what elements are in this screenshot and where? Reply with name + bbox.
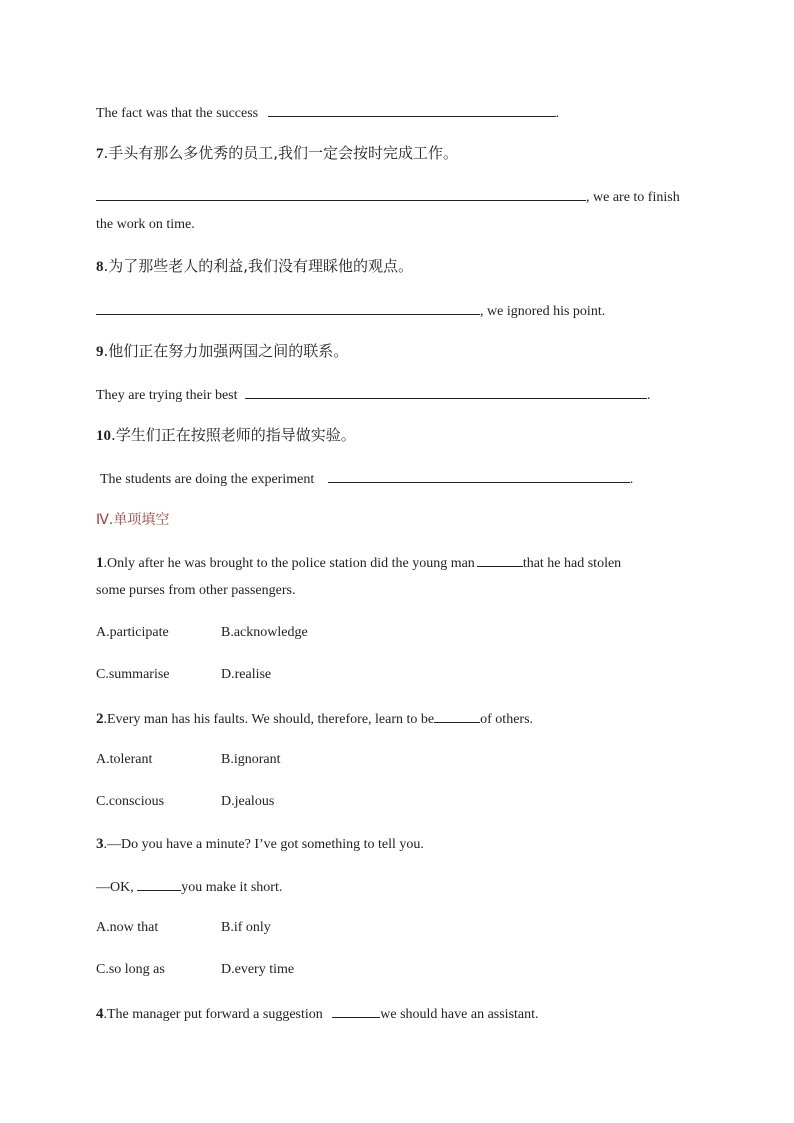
mc-question-1-continuation <box>96 581 295 601</box>
question-number: 8 <box>96 259 104 275</box>
option-b[interactable]: B.acknowledge <box>221 625 308 640</box>
translation-7-answer-line <box>96 186 680 208</box>
question-number: 10 <box>96 428 111 444</box>
question-number: 3 <box>96 836 104 852</box>
chinese-sentence: .手头有那么多优秀的员工,我们一定会按时完成工作。 <box>103 144 459 162</box>
option-c[interactable]: C.so long as <box>96 962 165 977</box>
question-number: 2 <box>96 711 104 727</box>
sentence-continuation: the work on time. <box>96 217 195 232</box>
option-a[interactable]: A.participate <box>96 625 169 640</box>
mc-question-1 <box>96 552 621 574</box>
answer-blank[interactable] <box>332 1003 380 1018</box>
dialogue-reply-tail: you make it short. <box>181 880 283 895</box>
option-d[interactable]: D.realise <box>221 667 272 682</box>
question-stem-tail: of others. <box>480 712 534 727</box>
sentence-tail: , we are to finish <box>586 190 680 205</box>
question-stem: .Every man has his faults. We should, therefore, learn to be <box>103 712 435 727</box>
question-stem: .Only after he was brought to the police station did the young man <box>103 556 475 571</box>
translation-6-prompt: The fact was that the success <box>96 106 259 121</box>
option-b[interactable]: B.if only <box>221 920 271 935</box>
answer-blank[interactable] <box>328 468 630 483</box>
period: . <box>629 472 634 487</box>
chinese-sentence: .学生们正在按照老师的指导做实验。 <box>111 426 356 444</box>
option-b[interactable]: B.ignorant <box>221 752 281 767</box>
period: . <box>555 106 560 121</box>
sentence-head: They are trying their best <box>96 388 238 403</box>
option-a[interactable]: A.now that <box>96 920 159 935</box>
translation-9-question <box>96 341 348 363</box>
mc-question-3 <box>96 834 424 855</box>
translation-7-question <box>96 143 458 165</box>
question-number: 7 <box>96 146 104 162</box>
sentence-head: The students are doing the experiment <box>100 472 315 487</box>
translation-7-continuation <box>96 215 195 235</box>
mc-question-2 <box>96 708 533 730</box>
sentence-tail: , we ignored his point. <box>480 304 606 319</box>
answer-blank[interactable] <box>96 300 480 315</box>
option-a[interactable]: A.tolerant <box>96 752 153 767</box>
option-c[interactable]: C.summarise <box>96 667 170 682</box>
option-d[interactable]: D.every time <box>221 962 295 977</box>
question-stem-continuation: some purses from other passengers. <box>96 583 296 598</box>
translation-9-answer-line <box>96 384 651 406</box>
answer-blank[interactable] <box>477 552 523 567</box>
chinese-sentence: .他们正在努力加强两国之间的联系。 <box>103 342 349 360</box>
answer-blank[interactable] <box>268 102 556 117</box>
question-stem-tail: that he had stolen <box>522 556 622 571</box>
mc-question-3-line2 <box>96 876 282 898</box>
translation-10-question <box>96 425 356 447</box>
mc-question-4 <box>96 1003 539 1025</box>
period: . <box>647 388 651 403</box>
translation-6-answer-line <box>96 102 559 124</box>
option-c[interactable]: C.conscious <box>96 794 165 809</box>
question-number: 9 <box>96 344 104 360</box>
question-stem-tail: we should have an assistant. <box>380 1007 539 1022</box>
question-stem: .The manager put forward a suggestion <box>103 1007 323 1022</box>
answer-blank[interactable] <box>434 708 480 723</box>
answer-blank[interactable] <box>137 876 181 891</box>
section-title: Ⅳ.单项填空 <box>96 512 170 528</box>
answer-blank[interactable] <box>96 186 586 201</box>
dialogue-reply: —OK, <box>96 880 134 895</box>
translation-8-answer-line <box>96 300 605 322</box>
translation-8-question <box>96 256 413 278</box>
translation-10-answer-line <box>100 468 633 490</box>
answer-blank[interactable] <box>245 384 647 399</box>
question-number: 1 <box>96 555 104 571</box>
question-stem: .—Do you have a minute? I’ve got something to tell you. <box>103 837 424 852</box>
question-number: 4 <box>96 1006 104 1022</box>
option-d[interactable]: D.jealous <box>221 794 275 809</box>
chinese-sentence: .为了那些老人的利益,我们没有理睬他的观点。 <box>103 257 414 275</box>
